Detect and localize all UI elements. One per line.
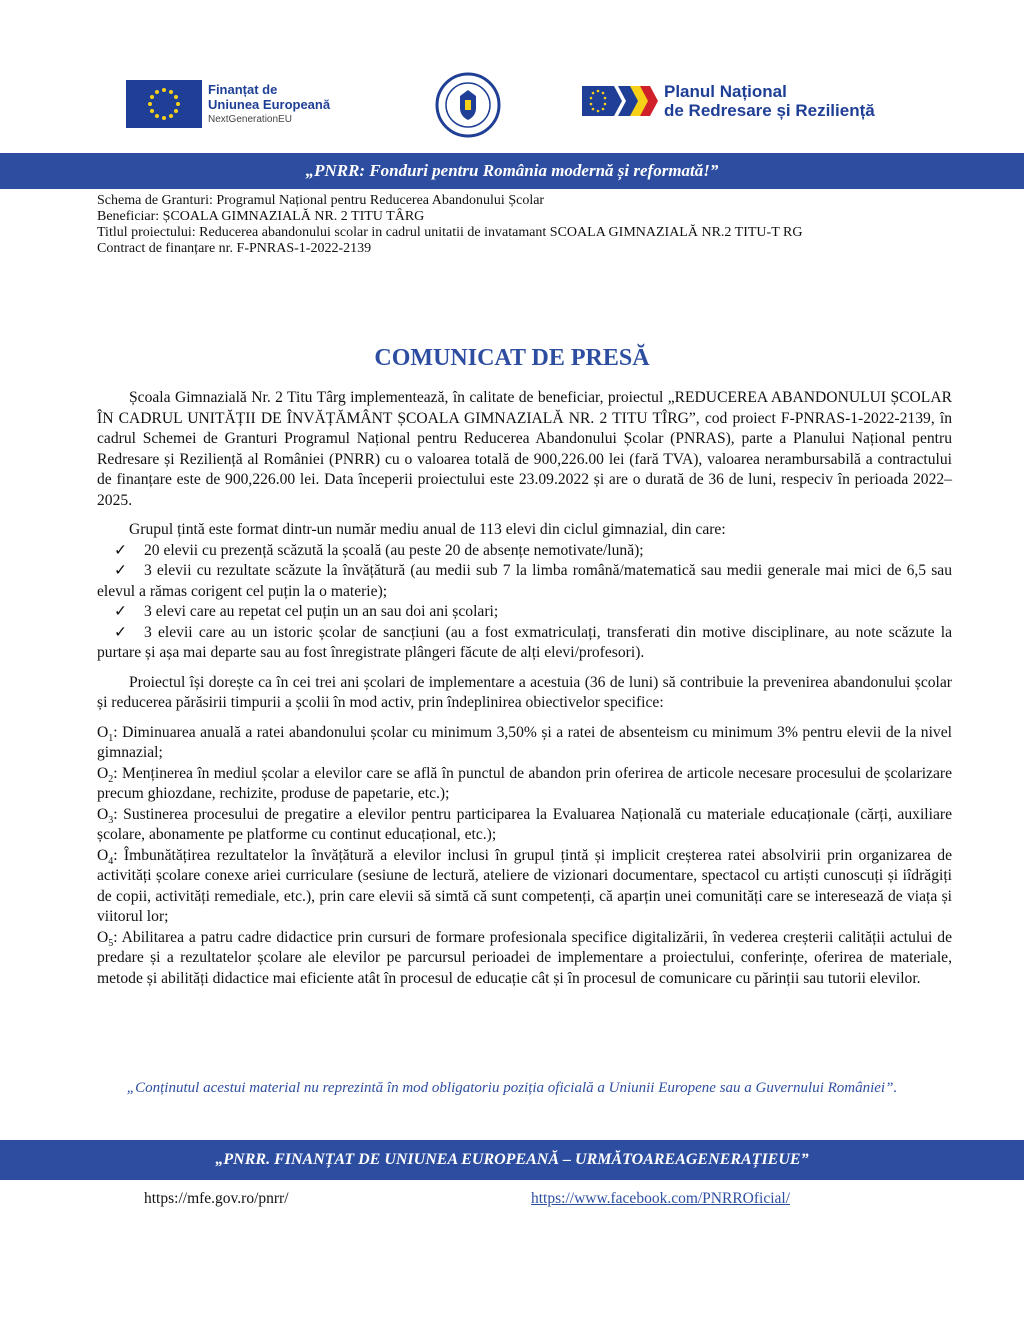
objective-label: O — [97, 805, 109, 823]
eu-logo-line2: Uniunea Europeană — [208, 96, 331, 112]
checkmark-icon: ✓ — [114, 603, 128, 620]
pnrr-flag-icon — [582, 82, 658, 120]
bullet-text: 3 elevi care au repetat cel puțin un an sau doi ani școlari; — [144, 603, 499, 620]
list-item — [97, 541, 952, 562]
meta-beneficiary: Beneficiar: ȘCOALA GIMNAZIALĂ NR. 2 TITU TÂRG — [97, 209, 425, 224]
eu-funding-logo — [126, 80, 330, 128]
meta-scheme: Schema de Granturi: Programul Național pentru Reducerea Abandonului Școlar — [97, 193, 545, 208]
list-item — [97, 602, 952, 623]
checkmark-icon: ✓ — [114, 541, 128, 559]
bullet-text: 3 elevii care au un istoric școlar de sancțiuni (au a fost exmatriculați, transferati din motive disciplinare, au note scăzute la purtare și așa mai departe sau au fost înregistrate plângeri făcute de alți elevi/profesori). — [97, 623, 952, 661]
checkmark-icon: ✓ — [114, 623, 128, 641]
intro-paragraph: Școala Gimnazială Nr. 2 Titu Târg implementează, în calitate de beneficiar, proiectul „REDUCEREA ABANDONULUI ȘCOLAR ÎN CADRUL UNITĂȚII DE ÎNVĂȚĂMÂNT ȘCOALA GIMNAZIALĂ NR. 2 TITU TÎRG”, cod proiect F-PNRAS-1-2022-2139, în cadrul Schemei de Granturi Programul Național pentru Reducerea Abandonului Școlar (PNRAS), parte a Planului Național pentru Redresare și Reziliență al României (PNRR) cu o valoarea totală de 900,226.00 lei (fară TVA), valoarea nerambursabilă a contractului de finanțare este de 900,226.00 lei. Data începerii proiectului este 23.09.2022 și are o durată de 36 de luni, respeciv în perioada 2022–2025. — [97, 389, 952, 509]
logo-strip — [0, 70, 1024, 140]
bullet-text: 20 elevii cu prezență scăzută la școală (au peste 20 de absențe nemotivate/lună); — [144, 541, 644, 559]
objective-label: O — [97, 846, 109, 864]
meta-contract: Contract de finanțare nr. F-PNRAS-1-2022-2139 — [97, 241, 372, 256]
project-meta — [97, 193, 802, 257]
eu-logo-line1: Finanțat de — [208, 81, 278, 97]
objective-item — [97, 723, 952, 764]
bottom-slogan-banner: „PNRR. FINANȚAT DE UNIUNEA EUROPEANĂ – URMĂTOAREAGENERAȚIEUE” — [0, 1140, 1024, 1180]
pnrr-logo — [582, 82, 875, 120]
eu-logo-line3: NextGenerationEU — [208, 113, 292, 125]
group-intro: Grupul țintă este format dintr-un număr mediu anual de 113 elevi din ciclul gimnazial, din care: — [129, 521, 726, 538]
objective-text: : Diminuarea anuală a ratei abandonului școlar cu minimum 3,50% și a ratei de absenteism cu minimum 3% pentru elevii de la nivel gimnazial; — [97, 723, 952, 761]
objective-label: O — [97, 764, 109, 782]
objective-label: O — [97, 723, 109, 741]
list-item — [97, 623, 952, 664]
press-release-body — [97, 388, 952, 989]
meta-project-title: Titlul proiectului: Reducerea abandonului scolar in cadrul unitatii de invatamant SCOALA GIMNAZIALĂ NR.2 TITU-T RG — [97, 225, 803, 240]
objective-item — [97, 928, 952, 990]
checkmark-icon: ✓ — [114, 562, 128, 579]
bullet-text: 3 elevii cu rezultate scăzute la învățătură (au medii sub 7 la limba română/matematică sau medii generale mai mici de 6,5 sau elevul a rămas corigent cel puțin la o materie); — [97, 562, 952, 600]
objective-number: 2 — [108, 773, 114, 785]
page-title: COMUNICAT DE PRESĂ — [374, 345, 650, 371]
eu-flag-icon — [126, 80, 202, 128]
objective-item — [97, 805, 952, 846]
objectives-intro: Proiectul își dorește ca în cei trei ani școlari de implementare a acestuia (36 de luni) să contribuie la prevenirea abandonului școlar și reducerea părăsirii timpurii a școlii în mod activ, prin îndeplinirea obiectivelor specifice: — [97, 673, 952, 711]
objective-text: : Abilitarea a patru cadre didactice prin cursuri de formare profesionala specifice digitalizării, în vederea creșterii calității actului de predare și a rezultatelor școlare ale elevilor pe parcursul perioadei de implementare a proiectului, conferințe, oferirea de materiale, metode și abilități didactice mai eficiente atât în procesul de educație cât și în procesul de comunicare cu părinții sau tutorii elevilor. — [97, 928, 952, 987]
pnrr-logo-line2: de Redresare și Reziliență — [664, 101, 875, 120]
objective-number: 5 — [108, 937, 114, 949]
objective-text: : Menținerea în mediul școlar a elevilor care se află în punctul de abandon prin oferirea de articole necesare procesului de școlarizare precum ghiozdane, rechizite, produse de papetarie, etc.); — [97, 764, 952, 802]
objective-text: : Sustinerea procesului de pregatire a elevilor pentru participarea la Evaluarea Națională cu materiale educaționale (cărți, auxiliare școlare, abonamente pe platforme cu continut educațional, etc.); — [97, 805, 952, 843]
top-slogan-banner: „PNRR: Fonduri pentru România modernă și reformată!” — [0, 153, 1024, 189]
pnrr-logo-line1: Planul Național — [664, 82, 787, 101]
objective-number: 1 — [108, 732, 114, 744]
facebook-link[interactable]: https://www.facebook.com/PNRROficial/ — [531, 1190, 791, 1207]
objective-item — [97, 764, 952, 805]
objective-item — [97, 846, 952, 928]
mfe-link[interactable]: https://mfe.gov.ro/pnrr/ — [144, 1190, 289, 1207]
disclaimer: „Conținutul acestui material nu reprezintă în mod obligatoriu poziția oficială a Uniunii Europene sau a Guvernului României”. — [126, 1080, 898, 1096]
list-item — [97, 561, 952, 602]
romanian-government-seal-icon — [435, 72, 501, 138]
objective-number: 3 — [108, 814, 114, 826]
objective-text: : Îmbunătățirea rezultatelor la învățătură a elevilor inclusi în grupul țintă și implicit creșterea ratei absolvirii prin organizarea de activități școlare conexe ariei curriculare (sesiune de lectură, ateliere de vizionari documentare, spectacol cu artiști cunoscuți și iîdrăgiți de copii, activități remediale, etc.), prin care elevii să simtă că sunt competenți, că aparțin unei comunități care se interesează de viața și viitorul lor; — [97, 846, 952, 925]
objective-number: 4 — [108, 855, 114, 867]
objective-label: O — [97, 928, 109, 946]
